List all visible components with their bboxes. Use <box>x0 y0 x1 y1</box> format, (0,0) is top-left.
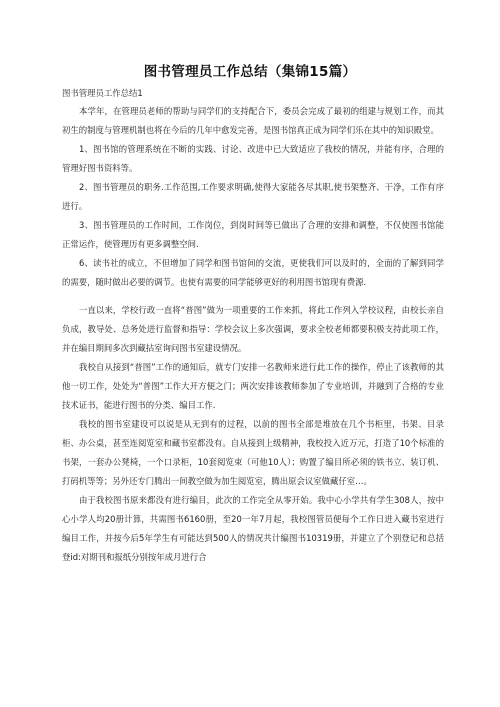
paragraph: 3、图书管理员的工作时间，工作岗位，到岗时间等已做出了合理的安排和调整，不仅使图书馆能正常运作，使管理历有更多调整空间. <box>62 220 444 249</box>
section-heading: 图书管理员工作总结1 <box>62 88 143 98</box>
paragraph: 1、图书馆的管理系统在不断的实践、讨论、改进中已大致适应了我校的情况，并能有序，合理的管理好图书资料等。 <box>62 144 444 173</box>
document-title: 图书管理员工作总结（集锦15篇） <box>143 64 357 80</box>
paragraph: 我校自从接到“普图”工作的通知后，就专门安排一名教师来进行此工作的操作，停止了该教师的其他一切工作，处处为“普图”工作大开方便之门；两次安排该教师参加了专业培训，并融到了合格的专业技术证书，能进行图书的分类、编目工作. <box>62 362 444 410</box>
paragraph: 由于我校图书原来都没有进行编目，此次的工作完全从零开始。我中心小学共有学生308人，按中心小学人均20册计算，共需图书6160册，至20一年7月起，我校图管员便每个工作日进入藏书室进行编目工作，并按今后5年学生有可能达到500人的情况共计编图书10319册，并建立了个别登记和总括登id:对期刊和报纸分别按年成月进行合 <box>62 495 444 562</box>
paragraph: 6、读书社的成立，不但增加了同学和图书馆间的交流，更使我们可以及时的，全面的了解到同学的需要，随时做出必要的调节。也使有需要的同学能够更好的利用图书馆现有费源. <box>62 258 444 287</box>
paragraph: 我校的图书室建设可以说是从无到有的过程，以前的图书全部是堆放在几个书柜里，书架、目录柜、办公桌，甚至连阅览室和藏书室都没有。自从接到上级精神，我校投入近万元，打造了10个标准的书架，一套办公凳椅，一个口录柜，10套阅览束（可他10人）；购置了编目所必须的铁书立、装订机、打码机等等；另外还专门腾出一间教空做为加生阅览室，腾出原会议室做藏仔室…。 <box>62 419 444 486</box>
paragraph: 2、图书管理员的职务.工作范围,工作要求明确,使得大家能各尽其职,使书架整齐、干净，工作有序进行。 <box>62 182 444 211</box>
paragraph: 本学年，在管理员老师的帮助与同学们的支持配合下，委员会完成了最初的组建与规划工作，而其初生的制度与管理机制也将在今后的几年中愈发完善，是图书馆真正成为同学们乐在其中的知识殿堂。 <box>62 106 444 135</box>
paragraph-spacer <box>62 292 444 301</box>
document-body <box>62 84 444 567</box>
paragraph: 一直以来，学校行政一直将“普图”做为一项重要的工作来抓，将此工作列入学校议程，由校长亲自负成，教导处、总务处进行监督和指导：学校会议上多次强调，要求全校老师都要积极支持此项工作，并在编目期间多次到藏拈室询问图书室建设情况。 <box>62 305 444 353</box>
